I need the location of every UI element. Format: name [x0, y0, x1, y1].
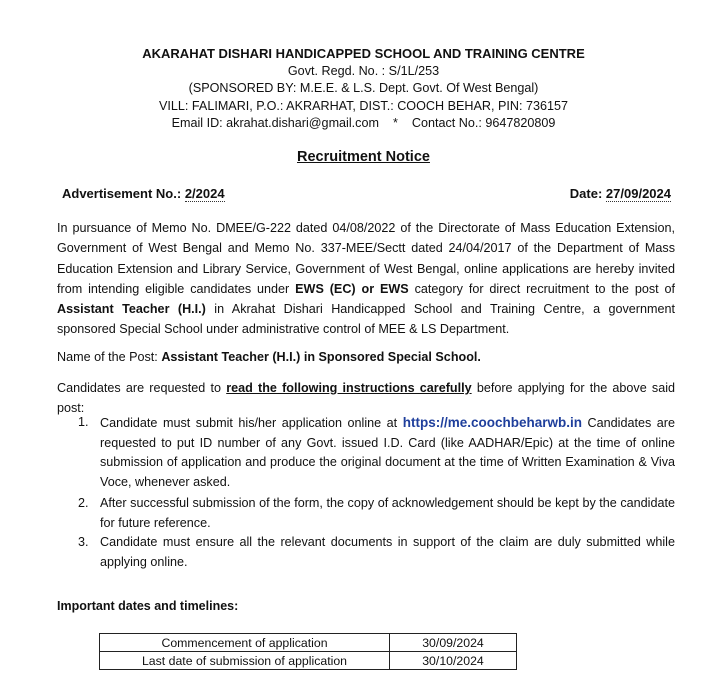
instruction-text: After successful submission of the form, the copy of acknowledgement should be kept by the candidate for future reference.: [100, 495, 675, 530]
table-row: [100, 652, 517, 670]
date-value: 27/09/2024: [605, 186, 671, 201]
instructions-emphasis: read the following instructions carefully: [226, 381, 472, 395]
contact-label: Contact No.:: [411, 116, 482, 130]
contact-line: [0, 115, 727, 133]
intro-paragraph: [57, 218, 675, 340]
instruction-item: [57, 494, 675, 533]
event-cell: Commencement of application: [100, 634, 390, 652]
application-portal-link[interactable]: https://me.coochbeharwb.in: [402, 415, 582, 430]
intro-post: Assistant Teacher (H.I.): [57, 302, 206, 317]
instruction-number: 1.: [78, 415, 89, 429]
instruction-text: Candidate must ensure all the relevant documents in support of the claim are duly submitted while applying online.: [100, 535, 675, 569]
sponsor-line: (SPONSORED BY: M.E.E. & L.S. Dept. Govt. Of West Bengal): [188, 81, 539, 95]
date-cell: 30/09/2024: [390, 634, 517, 652]
advertisement-number: [62, 186, 225, 201]
intro-category: EWS (EC) or EWS: [295, 281, 409, 296]
intro-text-3: in Akrahat Dishari Handicapped School and Training Centre, a government sponsored Special School under administrative control of MEE & LS Department.: [57, 302, 676, 337]
email-address[interactable]: akrahat.dishari@gmail.com: [226, 116, 379, 130]
intro-text-2: category for direct recruitment to the post of: [414, 281, 676, 296]
instruction-text: Candidate must submit his/her application online at: [100, 416, 398, 430]
notice-date: [570, 186, 671, 201]
event-cell: Last date of submission of application: [100, 652, 390, 670]
school-name: AKARAHAT DISHARI HANDICAPPED SCHOOL AND TRAINING CENTRE: [142, 46, 585, 61]
instruction-number: 3.: [78, 535, 89, 550]
date-cell: 30/10/2024: [390, 652, 517, 670]
email-label: Email ID:: [171, 116, 223, 130]
advertisement-value: 2/2024: [184, 186, 225, 201]
notice-title-text: Recruitment Notice: [297, 149, 430, 165]
instructions-text-1: Candidates are requested to: [57, 381, 222, 395]
contact-number: 9647820809: [485, 116, 556, 130]
post-name-label: Name of the Post:: [57, 350, 158, 364]
date-label: Date:: [569, 186, 603, 201]
advertisement-label: Advertisement No.:: [62, 186, 182, 201]
instructions-text-2: before applying for the above said post:: [57, 381, 676, 416]
separator-asterisk: *: [392, 116, 398, 130]
instruction-number: 2.: [78, 495, 89, 510]
post-name-line: [57, 347, 675, 367]
registration-number: Govt. Regd. No. : S/1L/253: [287, 63, 440, 78]
post-name-value: Assistant Teacher (H.I.) in Sponsored Special School.: [161, 350, 481, 364]
instruction-item: [57, 413, 675, 493]
instruction-item: [57, 533, 675, 572]
important-dates-heading: Important dates and timelines:: [57, 599, 239, 613]
intro-text-1: In pursuance of Memo No. DMEE/G-222 dated 04/08/2022 of the Directorate of Mass Education Extension, Government of West Bengal and Memo No. 337-MEE/Sectt dated 24/04/2017 of the Department of Mass Education Extension and Library Service, Government of West Bengal, online applications are hereby invited from intending eligible candidates under: [57, 221, 675, 296]
notice-title: [0, 149, 727, 165]
instructions-list: [57, 413, 675, 573]
important-dates-table: [99, 633, 517, 670]
table-row: [100, 634, 517, 652]
instruction-text-continued: Candidates are requested to put ID number of any Govt. issued I.D. Card (like AADHAR/Epic) at the time of online submission of application and produce the original document at the time of Written Examination & Viva Voce, whenever asked.: [100, 416, 676, 490]
letterhead: [0, 45, 727, 133]
address-line: VILL: FALIMARI, P.O.: AKRARHAT, DIST.: COOCH BEHAR, PIN: 736157: [159, 98, 568, 113]
